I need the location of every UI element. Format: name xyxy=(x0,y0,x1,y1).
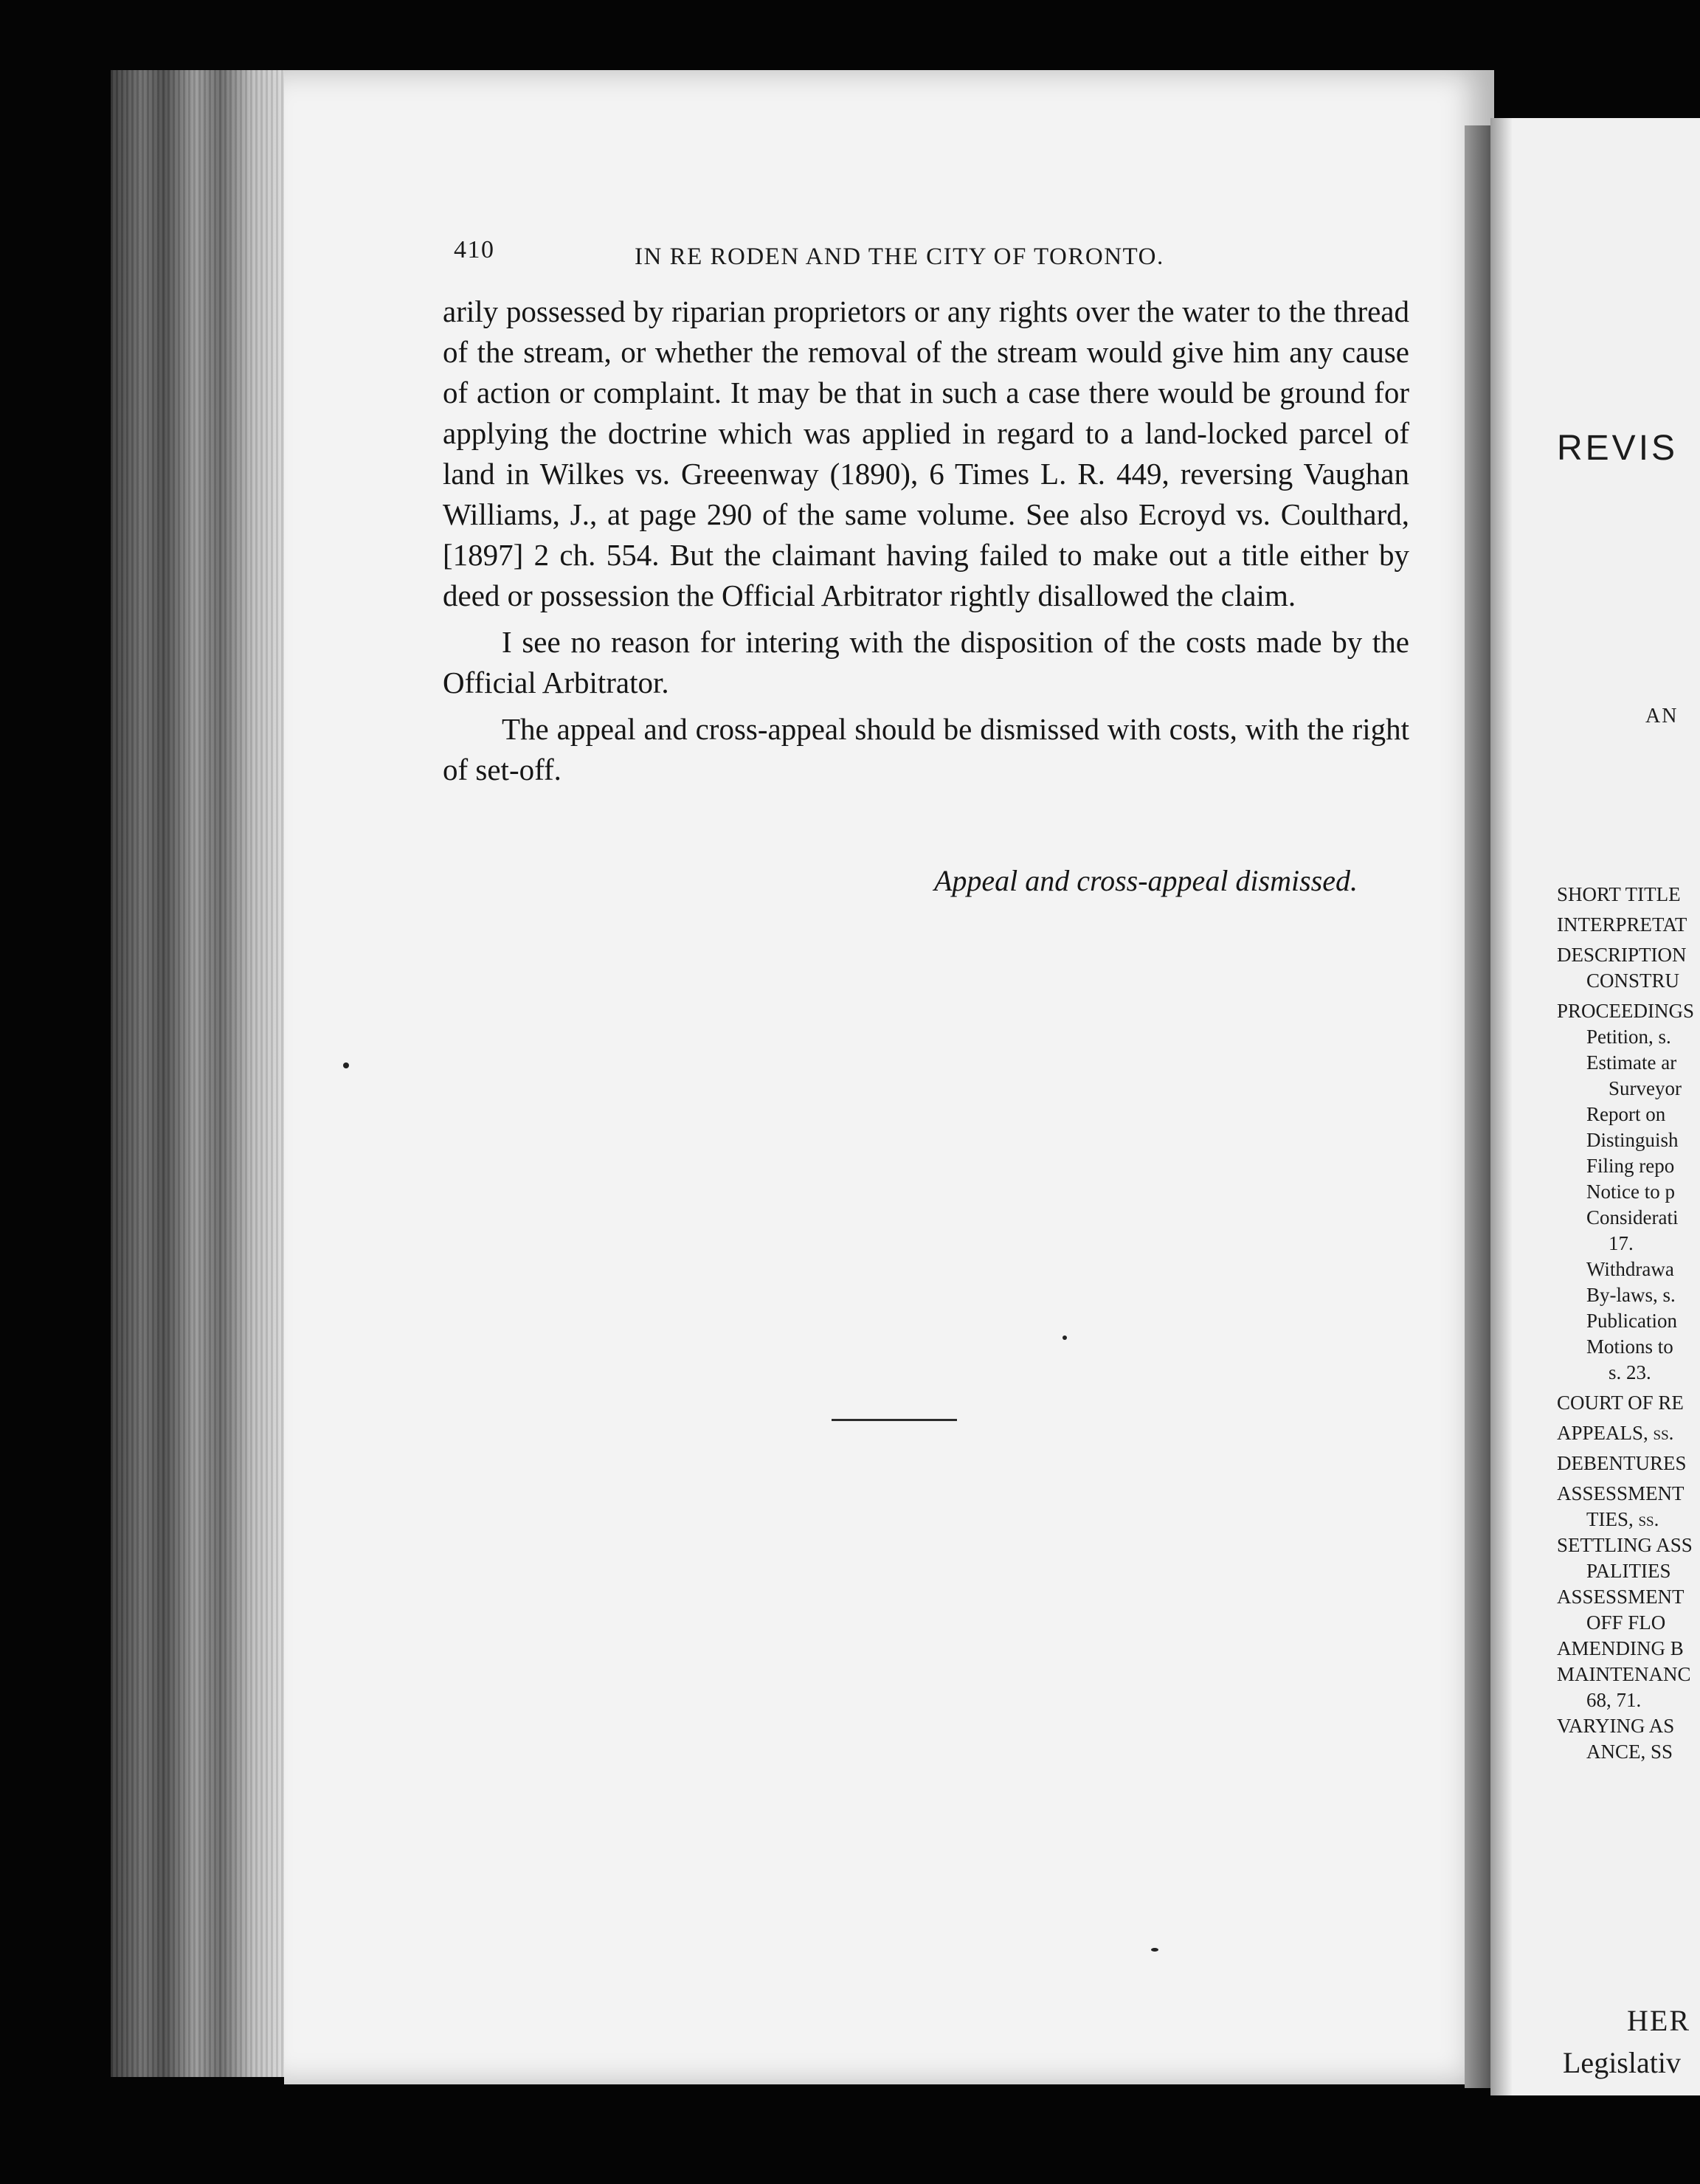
toc-item: MAINTENANC xyxy=(1557,1663,1691,1685)
toc-item: Considerati xyxy=(1586,1206,1679,1228)
right-page-legislative: Legislativ xyxy=(1563,2046,1681,2079)
toc-item: Surveyor xyxy=(1609,1077,1682,1099)
toc-item: OFF FLO xyxy=(1586,1611,1666,1634)
toc-item: 68, 71. xyxy=(1586,1689,1642,1711)
speck xyxy=(1062,1335,1067,1340)
toc-item: DESCRIPTION xyxy=(1557,944,1687,966)
toc-item: Notice to p xyxy=(1586,1181,1675,1203)
toc-item: TIES, ss. xyxy=(1586,1508,1659,1530)
paragraph-3: The appeal and cross-appeal should be dismissed with costs, with the right of set-off. xyxy=(443,712,1409,787)
toc-item: PALITIES xyxy=(1586,1560,1671,1582)
paragraph-1: arily possessed by riparian proprietors or any rights over the water to the thread of the stream, or whether the removal of the stream would give him any cause of action or complaint. It may be that in such a case there would be ground for applying the doctrine which was applied in regard to a land-locked parcel of land in Wilkes vs. Greeenway (1890), 6 Times L. R. 449, reversing Vaughan Williams, J., at page 290 of the same volume. See also Ecroyd vs. Coulthard, [1897] 2 ch. 554. But the claimant having failed to make out a title either by deed or possession the Official Arbitrator rightly disallowed the claim. xyxy=(443,294,1409,612)
toc-item: Withdrawa xyxy=(1586,1258,1674,1280)
toc-item: Distinguish xyxy=(1586,1129,1679,1151)
end-rule xyxy=(832,1419,957,1421)
toc-item: SETTLING ASS xyxy=(1557,1534,1693,1556)
toc-item: PROCEEDINGS xyxy=(1557,1000,1695,1022)
right-page xyxy=(1490,118,1700,2095)
judgment-closing: Appeal and cross-appeal dismissed. xyxy=(933,864,1358,897)
toc-item: INTERPRETAT xyxy=(1557,913,1687,936)
book-page-edges xyxy=(111,70,288,2077)
toc-item: APPEALS, ss. xyxy=(1557,1422,1674,1444)
toc-item: Petition, s. xyxy=(1586,1026,1671,1048)
page-number: 410 xyxy=(454,236,495,263)
right-page-her: HER xyxy=(1627,2004,1690,2037)
toc-item: ASSESSMENT xyxy=(1557,1586,1685,1608)
toc-item: Motions to xyxy=(1586,1335,1673,1358)
toc-item: s. 23. xyxy=(1609,1361,1651,1383)
toc-item: Estimate ar xyxy=(1586,1051,1677,1074)
running-title: IN RE RODEN AND THE CITY OF TORONTO. xyxy=(635,243,1164,270)
toc-item: Report on xyxy=(1586,1103,1666,1125)
speck xyxy=(1151,1948,1158,1952)
toc-item: By-laws, s. xyxy=(1586,1284,1676,1306)
right-page-title: REVIS xyxy=(1557,429,1679,468)
right-page-an: AN xyxy=(1645,705,1679,728)
body-text xyxy=(443,291,1409,790)
toc-item: DEBENTURES xyxy=(1557,1452,1687,1474)
toc-item: Filing repo xyxy=(1586,1155,1675,1177)
paragraph-2: I see no reason for intering with the disposition of the costs made by the Official Arbitrator. xyxy=(443,625,1409,699)
toc-item: Publication xyxy=(1586,1310,1677,1332)
toc-item: CONSTRU xyxy=(1586,970,1680,992)
toc-item: 17. xyxy=(1609,1232,1634,1254)
toc-item: ANCE, SS xyxy=(1586,1741,1673,1763)
speck xyxy=(343,1062,349,1068)
toc-item: AMENDING B xyxy=(1557,1637,1684,1659)
toc-item: COURT OF RE xyxy=(1557,1392,1684,1414)
toc-item: VARYING AS xyxy=(1557,1715,1675,1737)
toc-item: SHORT TITLE xyxy=(1557,883,1681,905)
toc-item: ASSESSMENT xyxy=(1557,1482,1685,1504)
table-of-contents xyxy=(1557,882,1700,1765)
